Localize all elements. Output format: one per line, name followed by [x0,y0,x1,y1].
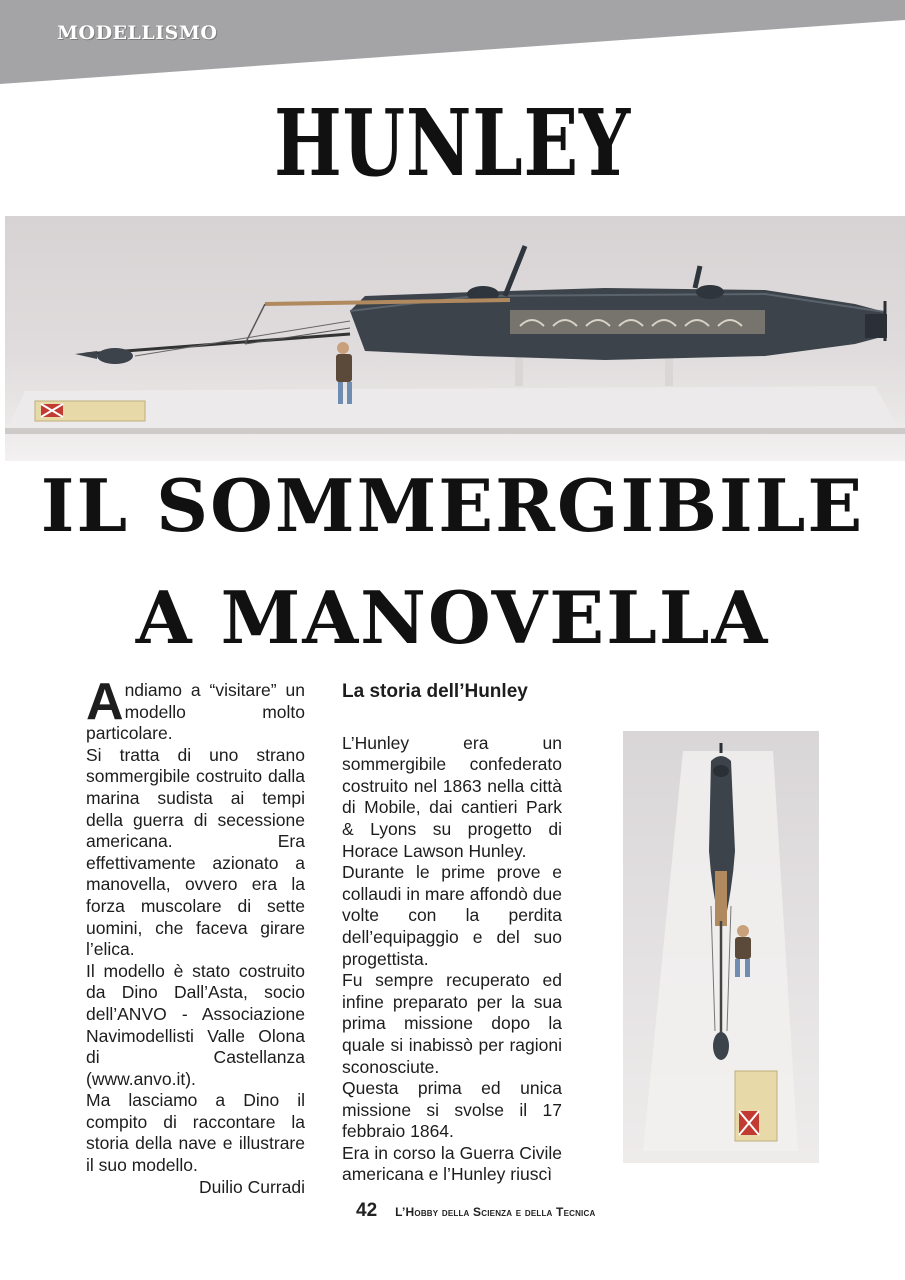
intro-paragraph-2: Si tratta di uno strano sommergibile costruito dalla marina sudista ai tempi della guerra di secessione americana. Era effettivamente azionato a manovella, ovvero era la forza muscolare di sette uomini, che faceva girare l’elica. [86,744,305,960]
page-footer [356,1200,595,1222]
author-signature: Duilio Curradi [198,1176,305,1197]
article-title: HUNLEY [273,89,632,197]
subtitle-line-1: IL SOMMERGIBILE [40,463,865,548]
submarine-top-view-photo [623,731,819,1163]
publication-name: L’Hobby della Scienza e della Tecnica [395,1205,596,1219]
drop-cap: A [86,673,124,731]
history-paragraph-5: Era in corso la Guerra Civile americana e l’Hunley riuscì [342,1142,562,1185]
section-heading: La storia dell’Hunley [342,681,528,702]
side-photo [623,731,819,1163]
intro-paragraph-4: Ma lasciamo a Dino il compito di raccontare la storia della nave e illustrare il suo modello. [86,1090,305,1176]
history-paragraph-3: Fu sempre recuperato ed infine preparato per la sua prima missione dopo la quale si inabissò per ragioni sconosciute. [342,970,562,1077]
page-number: 42 [356,1200,378,1221]
intro-paragraph-3: Il modello è stato costruito da Dino Dall’Asta, socio dell’ANVO - Associazione Navimodellisti Valle Olona di Castellanza (www.anvo.it). [86,960,305,1089]
hero-photo [5,216,905,461]
history-paragraph-1: L’Hunley era un sommergibile confederato costruito nel 1863 nella città di Mobile, dai cantieri Park & Lyons su progetto di Horace Lawson Hunley. [342,732,562,861]
submarine-model-photo [5,216,905,461]
history-column [342,681,562,1186]
history-paragraph-2: Durante le prime prove e collaudi in mare affondò due volte con la perdita dell’equipaggio e del suo progettista. [342,862,562,969]
history-paragraph-4: Questa prima ed unica missione si svolse il 17 febbraio 1864. [342,1078,562,1142]
intro-paragraph-1: Andiamo a “visitare” un modello molto particolare. [86,673,305,744]
subtitle-line-2: A MANOVELLA [135,575,770,660]
section-label: MODELLISMO [57,22,218,44]
intro-column [86,673,305,1198]
